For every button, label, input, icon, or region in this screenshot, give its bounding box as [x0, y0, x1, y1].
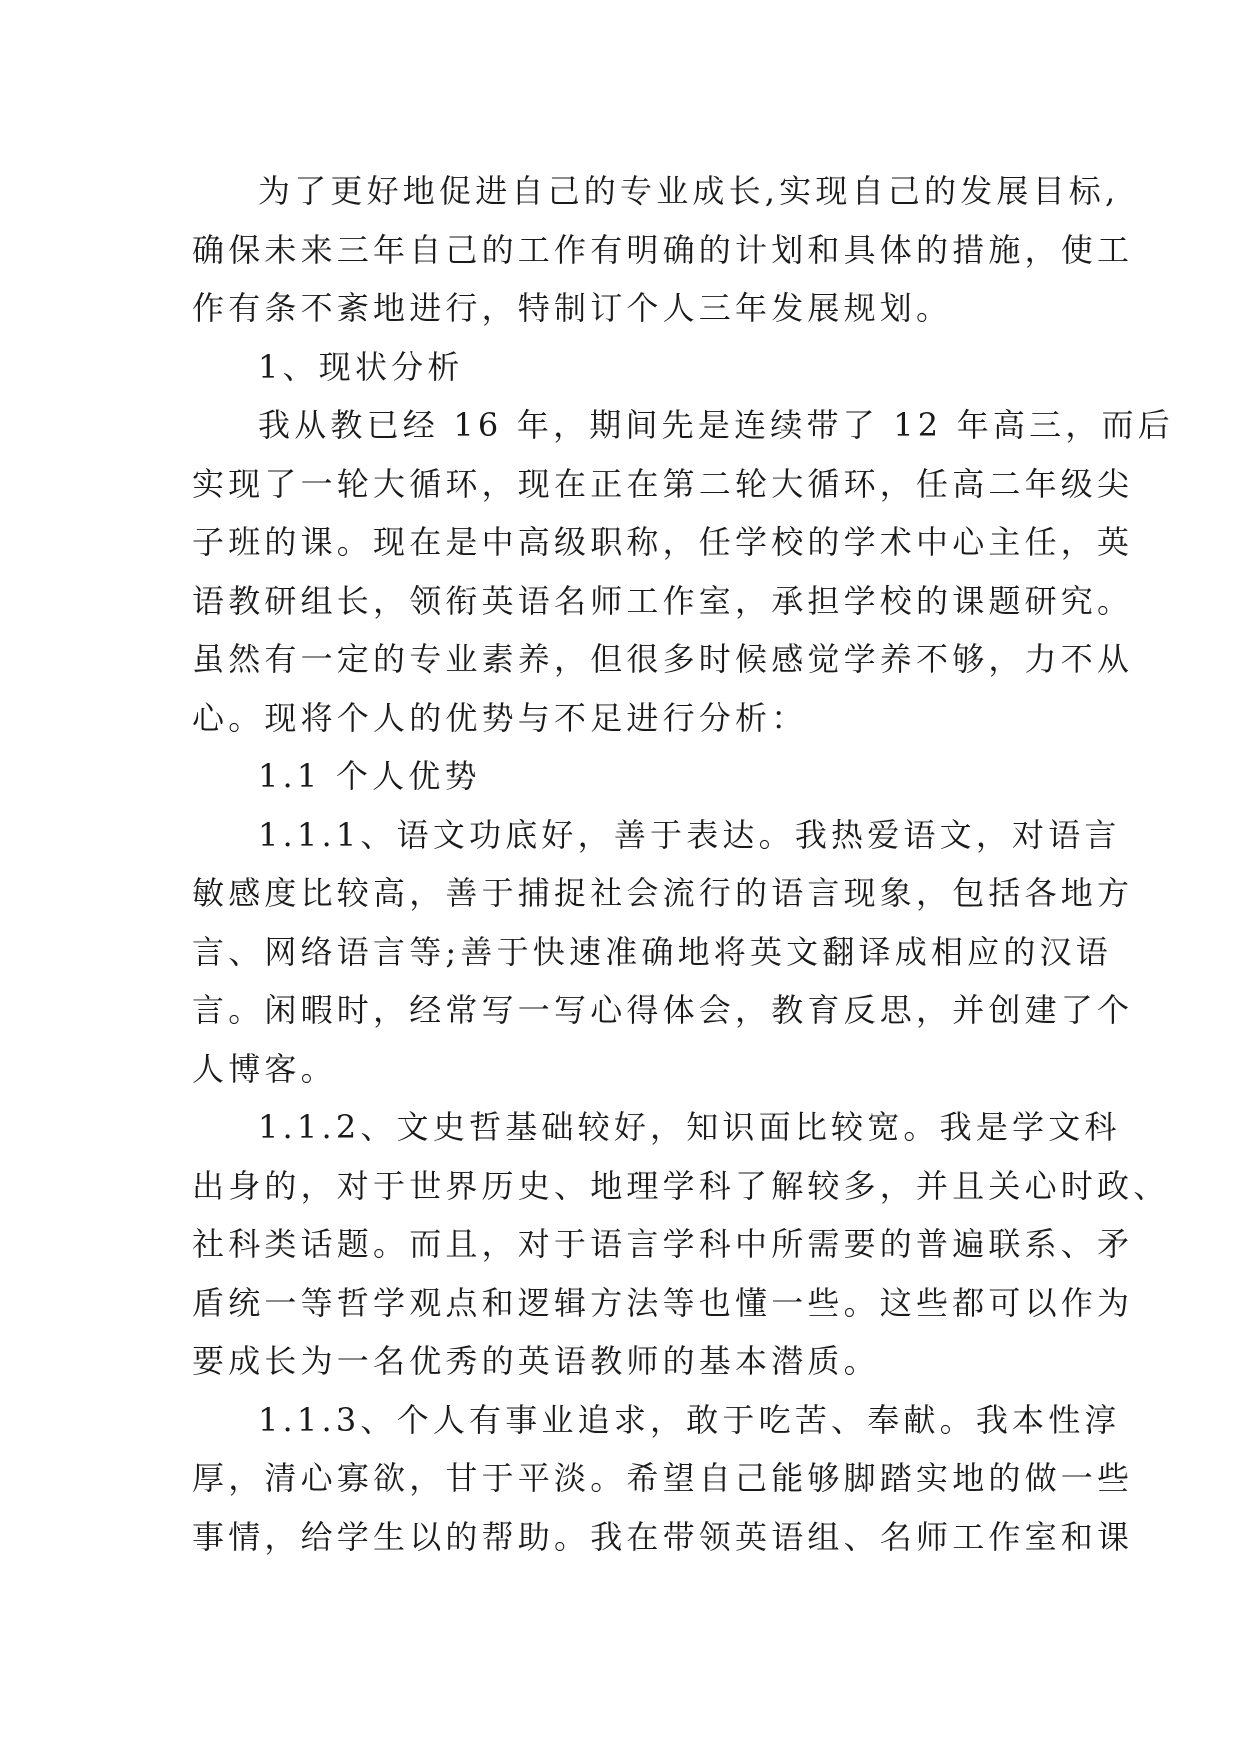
paragraph-intro-line: 为了更好地促进自己的专业成长,实现自己的发展目标,	[258, 172, 1120, 210]
paragraph-advantage-2-line: 出身的，对于世界历史、地理学科了解较多，并且关心时政、	[192, 1166, 1170, 1205]
paragraph-advantage-1-line: 言、网络语言等;善于快速准确地将英文翻译成相应的汉语	[192, 932, 1112, 971]
paragraph-advantage-1-line: 1.1.1、语文功底好，善于表达。我热爱语文，对语言	[258, 815, 1121, 854]
paragraph-advantage-1-line: 敏感度比较高，善于捕捉社会流行的语言现象，包括各地方	[192, 874, 1134, 912]
paragraph-status-line: 语教研组长，领衔英语名师工作室，承担学校的课题研究。	[192, 581, 1134, 620]
paragraph-status-line: 我从教已经 16 年，期间先是连续带了 12 年高三，而后	[258, 406, 1174, 444]
paragraph-advantage-1-line: 人博客。	[192, 1049, 337, 1088]
paragraph-status-line: 子班的课。现在是中高级职称，任学校的学术中心主任，英	[192, 523, 1134, 561]
paragraph-advantage-2-line: 社科类话题。而且，对于语言学科中所需要的普遍联系、矛	[192, 1225, 1134, 1263]
paragraph-intro-line: 确保未来三年自己的工作有明确的计划和具体的措施，使工	[192, 230, 1134, 269]
section-heading: 1、现状分析	[258, 347, 464, 386]
paragraph-advantage-2-line: 要成长为一名优秀的英语教师的基本潜质。	[192, 1342, 880, 1380]
paragraph-advantage-2-line: 盾统一等哲学观点和逻辑方法等也懂一些。这些都可以作为	[192, 1283, 1134, 1322]
paragraph-status-line: 虽然有一定的专业素养，但很多时候感觉学养不够，力不从	[192, 640, 1134, 678]
document-body	[192, 162, 1174, 1566]
paragraph-intro-line: 作有条不紊地进行，特制订个人三年发展规划。	[192, 289, 953, 327]
paragraph-advantage-1-line: 言。闲暇时，经常写一写心得体会，教育反思，并创建了个	[192, 991, 1134, 1029]
paragraph-status-line: 心。现将个人的优势与不足进行分析：	[192, 698, 808, 737]
subsection-heading: 1.1 个人优势	[258, 757, 481, 795]
paragraph-advantage-3-line: 厚，清心寡欲，甘于平淡。希望自己能够脚踏实地的做一些	[192, 1459, 1134, 1497]
paragraph-advantage-2-line: 1.1.2、文史哲基础较好，知识面比较宽。我是学文科	[258, 1108, 1121, 1146]
paragraph-advantage-3-line: 事情，给学生以的帮助。我在带领英语组、名师工作室和课	[192, 1517, 1134, 1556]
paragraph-status-line: 实现了一轮大循环，现在正在第二轮大循环，任高二年级尖	[192, 464, 1134, 503]
paragraph-advantage-3-line: 1.1.3、个人有事业追求，敢于吃苦、奉献。我本性淳	[258, 1400, 1121, 1439]
